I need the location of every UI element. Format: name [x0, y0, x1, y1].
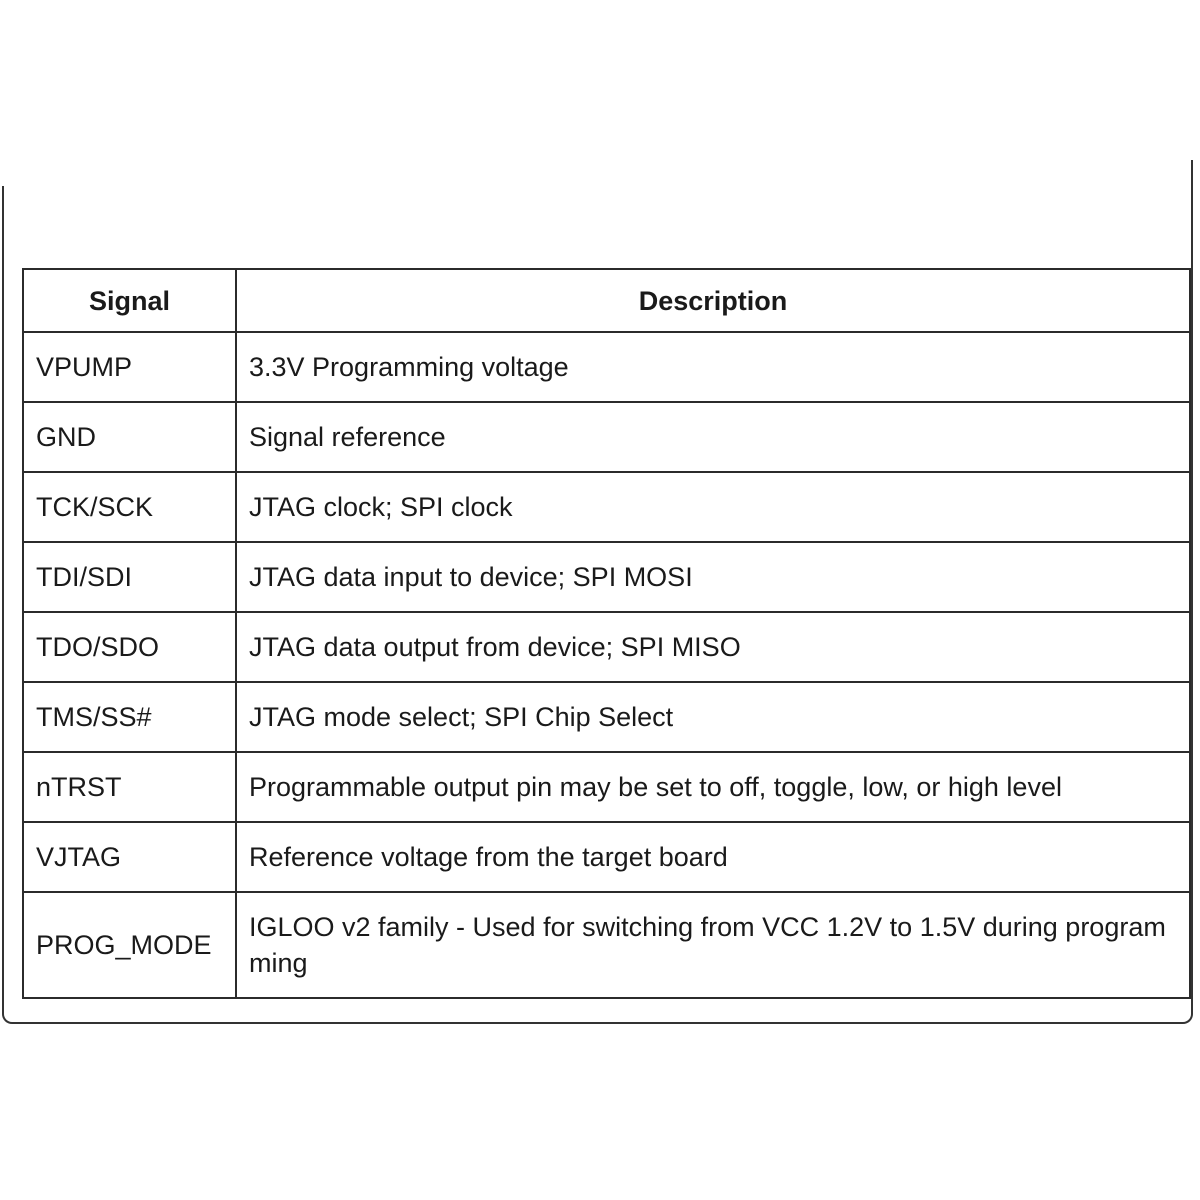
- signal-cell: VPUMP: [23, 332, 236, 402]
- description-cell: JTAG data output from device; SPI MISO: [236, 612, 1190, 682]
- signal-cell: GND: [23, 402, 236, 472]
- header-description: Description: [236, 269, 1190, 332]
- table-header-row: [23, 269, 1190, 332]
- header-signal: Signal: [23, 269, 236, 332]
- table-row: [23, 472, 1190, 542]
- description-cell: Signal reference: [236, 402, 1190, 472]
- description-cell: 3.3V Programming voltage: [236, 332, 1190, 402]
- description-cell: JTAG mode select; SPI Chip Select: [236, 682, 1190, 752]
- table-row: [23, 892, 1190, 998]
- description-cell: Reference voltage from the target board: [236, 822, 1190, 892]
- table-row: [23, 542, 1190, 612]
- signal-cell: TDI/SDI: [23, 542, 236, 612]
- table-row: [23, 332, 1190, 402]
- signal-cell: TDO/SDO: [23, 612, 236, 682]
- table-row: [23, 402, 1190, 472]
- description-cell: JTAG data input to device; SPI MOSI: [236, 542, 1190, 612]
- signal-cell: TCK/SCK: [23, 472, 236, 542]
- description-cell: IGLOO v2 family - Used for switching from VCC 1.2V to 1.5V during programming: [236, 892, 1190, 998]
- table-row: [23, 822, 1190, 892]
- signal-cell: TMS/SS#: [23, 682, 236, 752]
- table-row: [23, 752, 1190, 822]
- frame-edge: [1191, 160, 1193, 190]
- description-cell: JTAG clock; SPI clock: [236, 472, 1190, 542]
- description-cell: Programmable output pin may be set to off, toggle, low, or high level: [236, 752, 1190, 822]
- signal-table: [22, 268, 1191, 999]
- table-row: [23, 682, 1190, 752]
- signal-cell: PROG_MODE: [23, 892, 236, 998]
- signal-cell: VJTAG: [23, 822, 236, 892]
- signal-cell: nTRST: [23, 752, 236, 822]
- table-row: [23, 612, 1190, 682]
